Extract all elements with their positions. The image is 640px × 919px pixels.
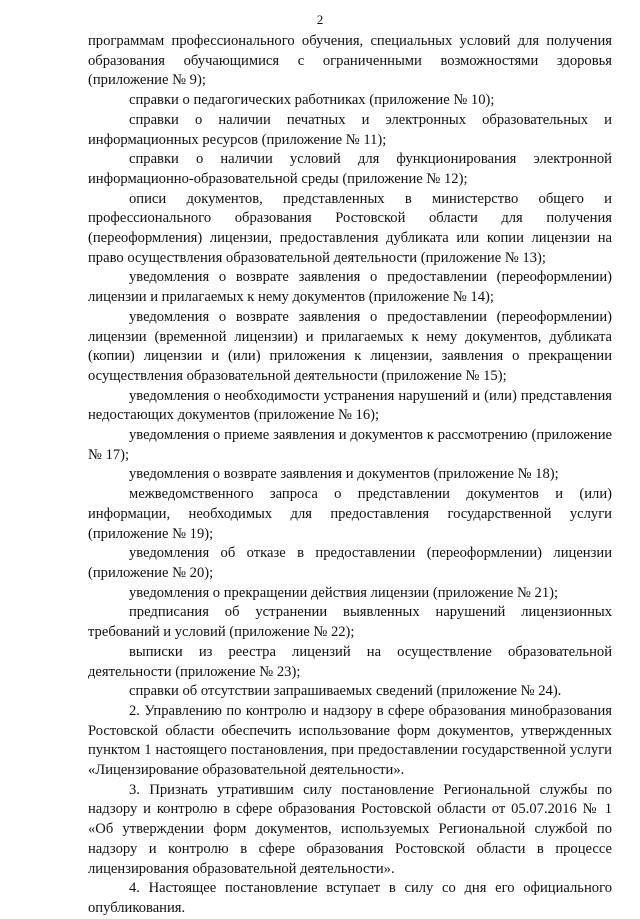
paragraph: 4. Настоящее постановление вступает в силу со дня его официального опубликования. [88, 880, 612, 916]
paragraph: уведомления о необходимости устранения нарушений и (или) представления недостающих документов (приложение № 16); [88, 387, 612, 424]
paragraph: 3. Признать утратившим силу постановление Региональной службы по надзору и контролю в сфере образования Ростовской области от 05.07.2016 № 1 «Об утверждении форм документов, используемых Региональной службой по надзору и контролю в сфере образования Ростовской области в процессе лицензирования образовательной деятельности». [88, 781, 612, 877]
paragraph: межведомственного запроса о представлении документов и (или) информации, необходимых для предоставления государственной услуги (приложение № 19); [88, 486, 612, 542]
paragraph: предписания об устранении выявленных нарушений лицензионных требований и условий (приложение № 22); [88, 604, 612, 641]
paragraph: выписки из реестра лицензий на осуществление образовательной деятельности (приложение № 23); [88, 643, 612, 680]
paragraph: справки об отсутствии запрашиваемых сведений (приложение № 24). [129, 683, 562, 700]
paragraph: описи документов, представленных в министерство общего и профессионального образования Ростовской области для получения (переоформления) лицензии, предоставления дубликата или копии лицензии на право осуществления образовательной деятельности (приложение № 13); [88, 190, 612, 266]
paragraph: уведомления о возврате заявления и документов (приложение № 18); [129, 466, 559, 483]
paragraph: справки о наличии печатных и электронных образовательных и информационных ресурсов (приложение № 11); [88, 111, 612, 148]
paragraph: уведомления о возврате заявления о предоставлении (переоформлении) лицензии и прилагаемых к нему документов (приложение № 14); [88, 269, 612, 306]
paragraph: уведомления о прекращении действия лицензии (приложение № 21); [129, 584, 559, 601]
paragraph: 2. Управлению по контролю и надзору в сфере образования минобразования Ростовской области обеспечить использование форм документов, утвержденных пунктом 1 настоящего постановления, при предоставлении государственной услуги «Лицензирование образовательной деятельности». [88, 702, 612, 779]
paragraph: уведомления о возврате заявления о предоставлении (переоформлении) лицензии (временной лицензии) и прилагаемых к нему документов, дубликата (копии) лицензии и (или) приложения к лицензии, заявления о прекращении осуществления образовательной деятельности (приложение № 15); [88, 308, 612, 384]
document-body [88, 32, 612, 919]
paragraph: уведомления о приеме заявления и документов к рассмотрению (приложение № 17); [88, 427, 612, 463]
paragraph: программам профессионального обучения, специальных условий для получения образования обучающимися с ограниченными возможностями здоровья (приложение № 9); [88, 33, 612, 89]
paragraph: справки о педагогических работниках (приложение № 10); [129, 92, 495, 109]
paragraph: уведомления об отказе в предоставлении (переоформлении) лицензии (приложение № 20); [88, 545, 612, 581]
page-number: 2 [316, 12, 324, 27]
paragraph: справки о наличии условий для функционирования электронной информационно-образовательной среды (приложение № 12); [88, 151, 612, 187]
